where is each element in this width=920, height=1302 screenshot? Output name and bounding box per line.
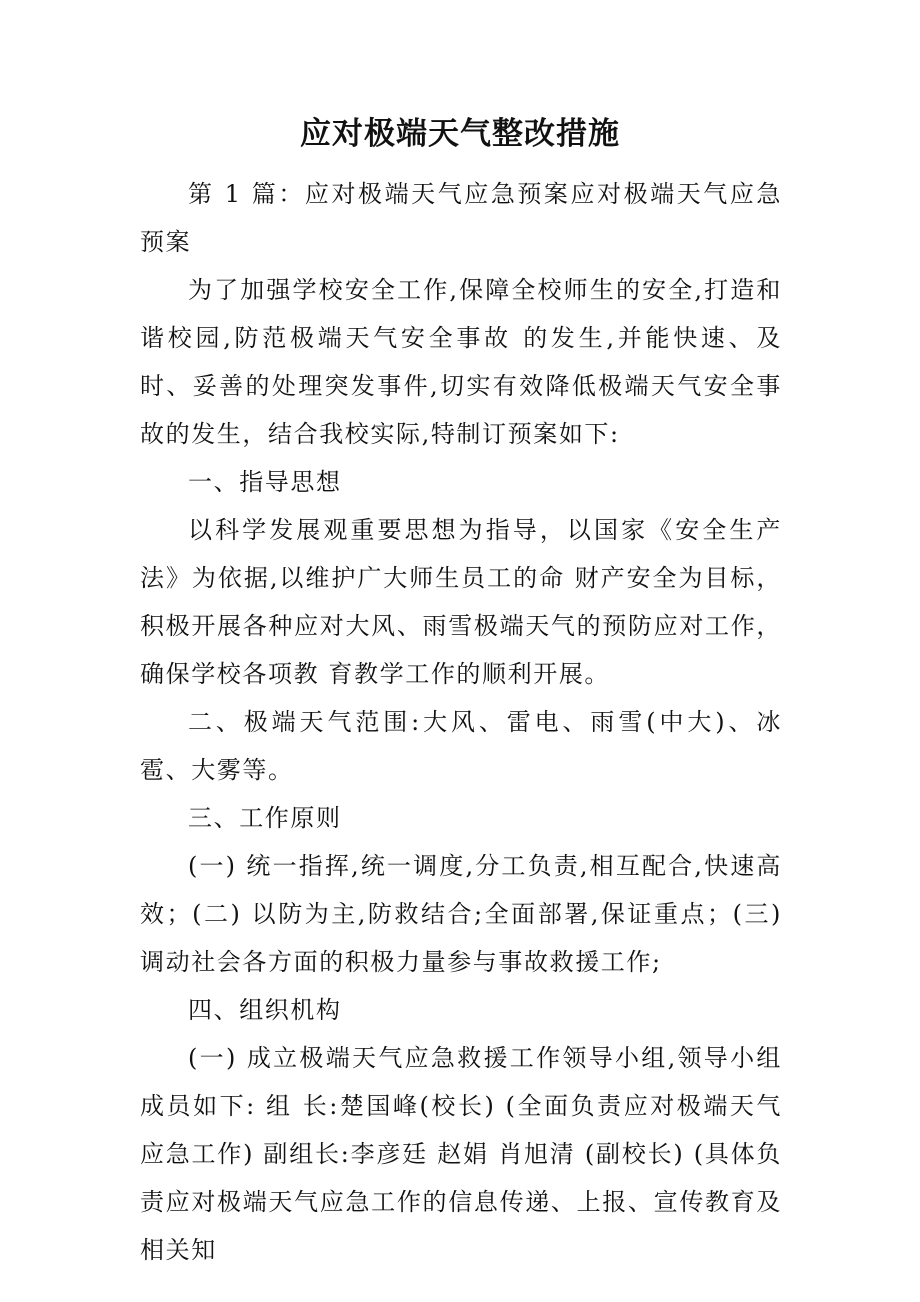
document-body	[140, 170, 782, 1274]
section-heading-organization: 四、组织机构	[188, 996, 342, 1024]
paragraph-weather-scope: 二、极端天气范围:大风、雷电、雨雪(中大)、冰雹、大雾等。	[140, 708, 782, 784]
paragraph-work-principles: (一) 统一指挥,统一调度,分工负责,相互配合,快速高效；(二) 以防为主,防救结合;全面部署,保证重点；(三) 调动社会各方面的积极力量参与事故救援工作;	[140, 852, 782, 976]
paragraph-intro: 为了加强学校安全工作,保障全校师生的安全,打造和谐校园,防范极端天气安全事故 的发生,并能快速、及时、妥善的处理突发事件,切实有效降低极端天气安全事故的发生，结合我校实际,特制订预案如下:	[140, 276, 782, 448]
paragraph-guiding-ideology: 以科学发展观重要思想为指导，以国家《安全生产法》为依据,以维护广大师生员工的命 财产安全为目标，积极开展各种应对大风、雨雪极端天气的预防应对工作，确保学校各项教 育教学工作的顺利开展。	[140, 516, 782, 688]
section-heading-work-principles: 三、工作原则	[188, 804, 342, 832]
paragraph-organization: (一) 成立极端天气应急救援工作领导小组,领导小组成员如下: 组 长:楚国峰(校长) (全面负责应对极端天气应急工作) 副组长:李彦廷 赵娟 肖旭清 (副校长) (具体负责应对极端天气应急工作的信息传递、上报、宣传教育及相关知	[140, 1044, 782, 1264]
section-heading-guiding-ideology: 一、指导思想	[188, 468, 342, 496]
document-title: 应对极端天气整改措施	[300, 116, 620, 152]
paragraph-article-heading: 第 1 篇：应对极端天气应急预案应对极端天气应急预案	[140, 180, 782, 256]
